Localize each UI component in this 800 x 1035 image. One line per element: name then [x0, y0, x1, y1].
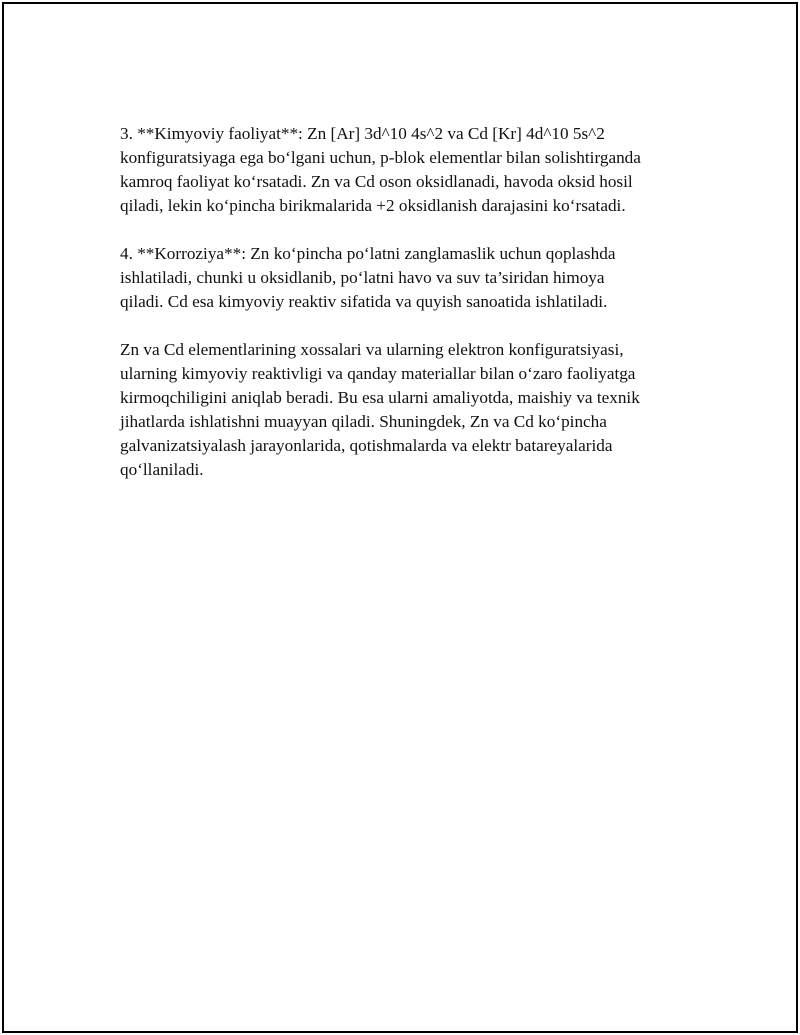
page-frame	[2, 2, 798, 1033]
text-line: qiladi, lekin ko‘pincha birikmalarida +2 oksidlanish darajasini ko‘rsatadi.	[120, 196, 626, 215]
text-line: galvanizatsiyalash jarayonlarida, qotishmalarda va elektr batareyalarida	[120, 436, 613, 455]
text-line: kirmoqchiligini aniqlab beradi. Bu esa ularni amaliyotda, maishiy va texnik	[120, 388, 640, 407]
text-line: kamroq faoliyat ko‘rsatadi. Zn va Cd oson oksidlanadi, havoda oksid hosil	[120, 172, 633, 191]
text-line: Zn va Cd elementlarining xossalari va ularning elektron konfiguratsiyasi,	[120, 340, 624, 359]
paragraph-corrosion	[120, 242, 688, 314]
text-line: konfiguratsiyaga ega bo‘lgani uchun, p-blok elementlar bilan solishtirganda	[120, 148, 641, 167]
document-body	[120, 122, 688, 506]
text-line: 3. **Kimyoviy faoliyat**: Zn [Ar] 3d^10 4s^2 va Cd [Kr] 4d^10 5s^2	[120, 124, 605, 143]
text-line: ishlatiladi, chunki u oksidlanib, po‘latni havo va suv ta’siridan himoya	[120, 268, 605, 287]
text-line: ularning kimyoviy reaktivligi va qanday materiallar bilan o‘zaro faoliyatga	[120, 364, 636, 383]
text-line: qiladi. Cd esa kimyoviy reaktiv sifatida va quyish sanoatida ishlatiladi.	[120, 292, 608, 311]
text-line: 4. **Korroziya**: Zn ko‘pincha po‘latni zanglamaslik uchun qoplashda	[120, 244, 616, 263]
paragraph-chemical-activity	[120, 122, 688, 218]
text-line: qo‘llaniladi.	[120, 460, 204, 479]
paragraph-summary	[120, 338, 688, 482]
text-line: jihatlarda ishlatishni muayyan qiladi. Shuningdek, Zn va Cd ko‘pincha	[120, 412, 607, 431]
